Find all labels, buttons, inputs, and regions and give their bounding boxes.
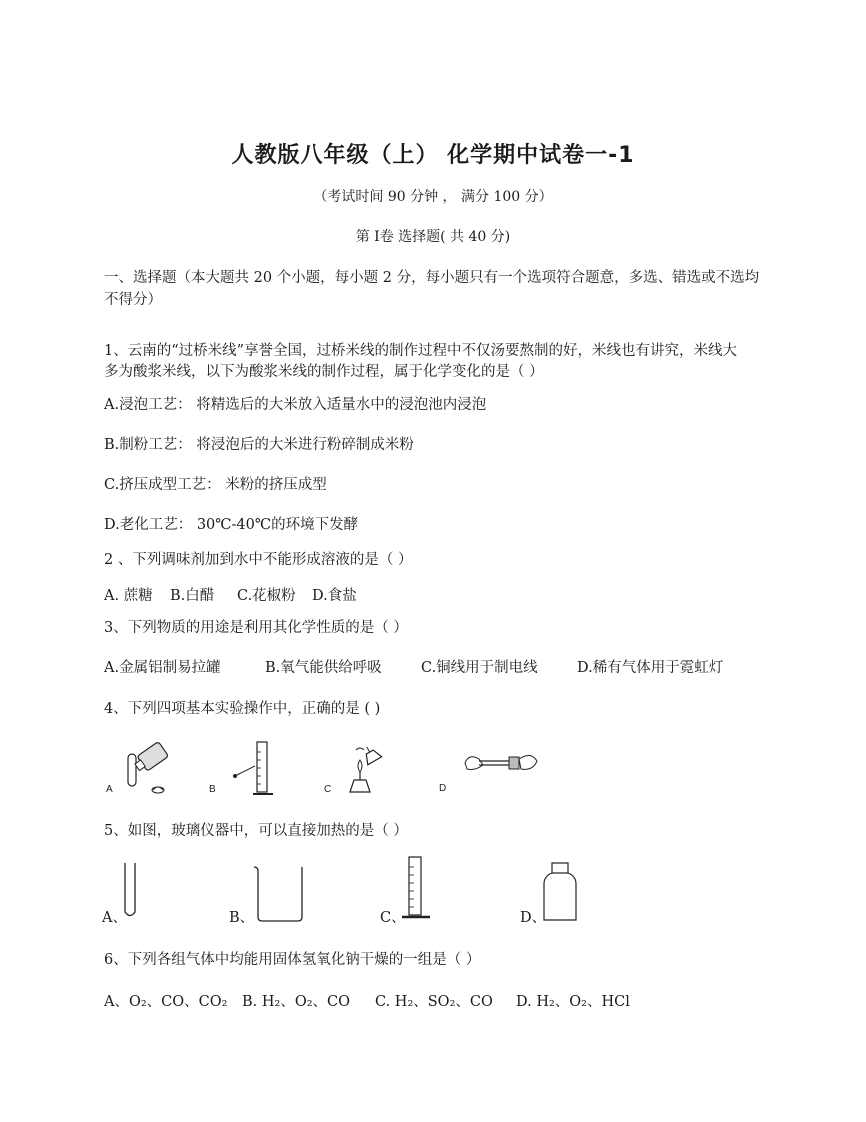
q5-label-c: C、 [380,910,406,926]
q5-stem: 5、如图，玻璃仪器中，可以直接加热的是（ ） [104,823,408,839]
beaker-icon [252,865,308,923]
q5-label-b: B、 [229,910,255,926]
q4-figure-d [435,745,545,795]
q4-figure-c [320,738,400,800]
q6-option-a: A、O₂、CO、CO₂ [104,994,228,1010]
q3-option-d: D.稀有气体用于霓虹灯 [577,660,724,676]
q2-option-a: A. 蔗糖 [104,588,153,604]
q3-option-c: C.铜线用于制电线 [421,660,538,676]
q4-stem: 4、下列四项基本实验操作中，正确的是 ( ) [104,701,381,717]
instructions: 一、选择题（本大题共 20 个小题，每小题 2 分，每小题只有一个选项符合题意，多选、错选或不选均不得分） [104,270,760,308]
q2-option-c: C.花椒粉 [237,588,296,604]
q4-label-c: C [324,784,332,795]
page-title: 人教版八年级（上） 化学期中试卷一-1 [231,143,635,168]
q3-stem: 3、下列物质的用途是利用其化学性质的是（ ） [104,620,408,636]
q1-option-a: A.浸泡工艺： 将精选后的大米放入适量水中的浸泡池内浸泡 [104,397,487,413]
q5-label-a: A、 [102,910,127,926]
q1-stem-line2: 多为酸浆米线，以下为酸浆米线的制作过程，属于化学变化的是（ ） [104,364,544,380]
q3-option-a: A.金属铝制易拉罐 [104,660,221,676]
q6-stem: 6、下列各组气体中均能用固体氢氧化钠干燥的一组是（ ） [104,952,481,968]
q1-option-d: D.老化工艺： 30℃-40℃的环境下发酵 [104,517,359,533]
q4-label-b: B [209,784,216,795]
q6-option-d: D. H₂、O₂、HCl [516,994,630,1010]
q4-label-d: D [439,783,447,794]
q3-option-b: B.氧气能供给呼吸 [265,660,382,676]
exam-info: （考试时间 90 分钟 ， 满分 100 分） [313,189,553,205]
q6-option-b: B. H₂、O₂、CO [242,994,351,1010]
q1-option-b: B.制粉工艺： 将浸泡后的大米进行粉碎制成米粉 [104,437,414,453]
q4-label-a: A [106,784,113,795]
q4-figure-a [100,738,190,798]
q6-option-c: C. H₂、SO₂、CO [375,994,493,1010]
q5-label-d: D、 [520,910,547,926]
q1-option-c: C.挤压成型工艺： 米粉的挤压成型 [104,477,327,493]
test-tube-icon [122,862,138,920]
q2-stem: 2 、下列调味剂加到水中不能形成溶液的是（ ） [104,552,413,568]
q1-stem-line1: 1、云南的“过桥米线”享誉全国，过桥米线的制作过程中不仅汤要熬制的好，米线也有讲究，米线大 [104,343,738,359]
graduated-cylinder-icon [400,855,434,923]
q2-option-d: D.食盐 [312,588,357,604]
q2-option-b: B.白醋 [170,588,215,604]
section-heading: 第 Ⅰ卷 选择题( 共 40 分) [355,229,511,245]
reagent-bottle-icon [541,862,579,924]
q4-figure-b [205,738,285,800]
